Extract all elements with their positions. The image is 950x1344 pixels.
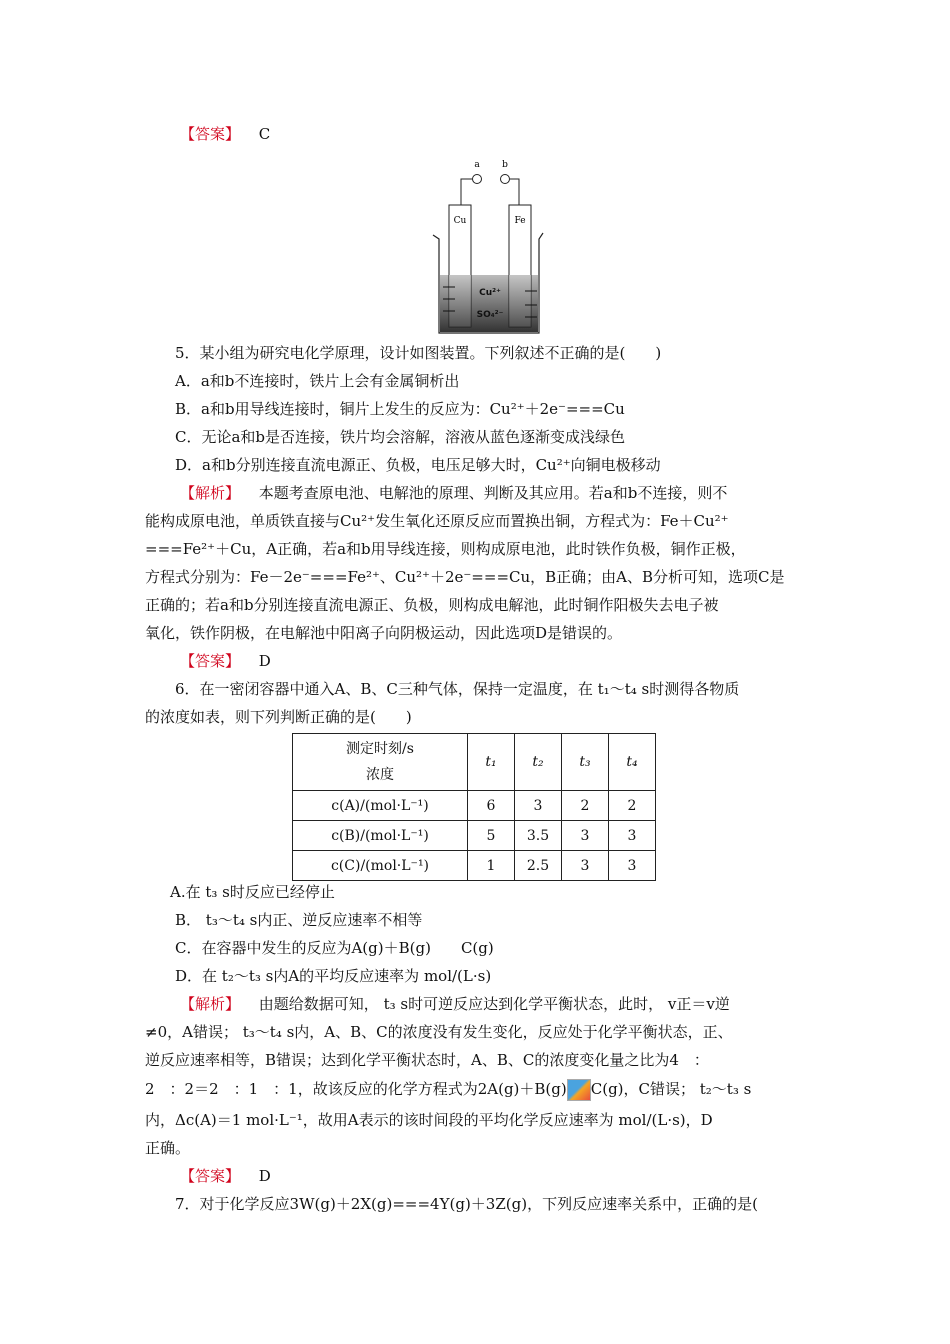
table-cell: 3 [562,851,609,881]
concentration-table [292,733,656,881]
table-cell: 3 [562,821,609,851]
table-cell: 3 [609,851,656,881]
q5-analysis-line-2: 能构成原电池，单质铁直接与Cu²⁺发生氧化还原反应而置换出铜，方程式为：Fe＋Cu²⁺ [145,512,729,530]
equilibrium-arrow-image-icon [567,1079,591,1101]
q6-analysis-line-6: 正确。 [145,1139,191,1157]
analysis-label: 【解析】 [180,995,241,1013]
ion-cu-label: Cu²⁺ [479,288,501,298]
table-cell: 3 [609,821,656,851]
q6-analysis-line-4: 2 ：2＝2 ：1 ：1，故该反应的化学方程式为2A(g)＋B(g) C(g)，C错误； t₂～t₃ s [145,1079,751,1101]
q6-analysis-line-2: ≠0，A错误； t₃～t₄ s内，A、B、C的浓度没有发生变化，反应处于化学平衡状态，正、 [145,1023,733,1041]
q7-stem: 7．对于化学反应3W(g)＋2X(g)===4Y(g)＋3Z(g)，下列反应速率关系中，正确的是( [175,1195,758,1213]
table-row-label: c(A)/(mol·L⁻¹) [293,791,468,821]
q6-analysis-line-5: 内，Δc(A)＝1 mol·L⁻¹，故用A表示的该时间段的平均化学反应速率为 mol/(L·s)，D [145,1111,713,1129]
q6-stem-line-2: 的浓度如表，则下列判断正确的是( ) [145,708,412,726]
table-header-cell: t₄ [609,734,656,791]
table-row [293,821,656,851]
q6-option-d: D．在 t₂～t₃ s内A的平均反应速率为 mol/(L·s) [175,967,492,985]
table-cell: 2.5 [515,851,562,881]
table-cell: 3.5 [515,821,562,851]
answer-value: C [258,125,271,143]
table-cell: 3 [515,791,562,821]
table-cell: 5 [468,821,515,851]
q6-option-b: B． t₃～t₄ s内正、逆反应速率不相等 [175,911,423,929]
q6-option-c: C．在容器中发生的反应为A(g)＋B(g) C(g) [175,939,494,957]
terminal-a-label: a [474,160,480,170]
q6-analysis-line-1: 【解析】 由题给数据可知， t₃ s时可逆反应达到化学平衡状态，此时， v正＝v逆 [180,995,730,1013]
analysis-label: 【解析】 [180,484,241,502]
table-header-cell: t₃ [562,734,609,791]
table-cell: 2 [562,791,609,821]
q5-analysis-line-5: 正确的；若a和b分别连接直流电源正、负极，则构成电解池，此时铜作阳极失去电子被 [145,596,719,614]
table-row-label: c(B)/(mol·L⁻¹) [293,821,468,851]
electrode-cu-label: Cu [453,216,467,226]
table-header-row [293,734,656,791]
table-corner-header: 测定时刻/s 浓度 [293,734,468,791]
q5-option-c: C．无论a和b是否连接，铁片均会溶解，溶液从蓝色逐渐变成浅绿色 [175,428,626,446]
q5-option-a: A．a和b不连接时，铁片上会有金属铜析出 [175,372,460,390]
terminal-a-icon [473,175,482,184]
answer-line-q4 [180,124,270,144]
answer-line-q6 [180,1166,271,1186]
terminal-b-label: b [502,160,508,170]
ion-so4-label: SO₄²⁻ [476,310,504,320]
table-header-cell: t₁ [468,734,515,791]
electrochemical-cell-diagram [425,157,545,337]
q5-analysis-line-4: 方程式分别为：Fe－2e⁻===Fe²⁺、Cu²⁺＋2e⁻===Cu，B正确；由A、B分析可知，选项C是 [145,568,785,586]
q6-analysis-line-3: 逆反应速率相等，B错误；达到化学平衡状态时，A、B、C的浓度变化量之比为4 ： [145,1051,709,1069]
q5-option-b: B．a和b用导线连接时，铜片上发生的反应为：Cu²⁺＋2e⁻===Cu [175,400,625,418]
answer-label: 【答案】 [180,1167,241,1185]
q5-analysis-line-6: 氧化，铁作阴极，在电解池中阳离子向阴极运动，因此选项D是错误的。 [145,624,623,642]
electrode-fe-label: Fe [514,216,526,226]
answer-value: D [258,652,271,670]
table-row [293,791,656,821]
answer-line-q5 [180,651,271,671]
q5-stem: 5．某小组为研究电化学原理，设计如图装置。下列叙述不正确的是( ) [175,344,662,362]
answer-label: 【答案】 [180,652,241,670]
answer-value: D [258,1167,271,1185]
q5-option-d: D．a和b分别连接直流电源正、负极，电压足够大时，Cu²⁺向铜电极移动 [175,456,661,474]
table-cell: 2 [609,791,656,821]
table-row [293,851,656,881]
q6-stem-line-1: 6．在一密闭容器中通入A、B、C三种气体，保持一定温度，在 t₁～t₄ s时测得各物质 [175,680,740,698]
table-cell: 6 [468,791,515,821]
q5-analysis-line-1: 【解析】 本题考查原电池、电解池的原理、判断及其应用。若a和b不连接，则不 [180,484,728,502]
q6-option-a: A.在 t₃ s时反应已经停止 [170,883,335,901]
table-header-cell: t₂ [515,734,562,791]
table-row-label: c(C)/(mol·L⁻¹) [293,851,468,881]
answer-label: 【答案】 [180,125,241,143]
table-cell: 1 [468,851,515,881]
q5-analysis-line-3: ===Fe²⁺＋Cu，A正确，若a和b用导线连接，则构成原电池，此时铁作负极，铜作正极， [145,540,746,558]
terminal-b-icon [501,175,510,184]
